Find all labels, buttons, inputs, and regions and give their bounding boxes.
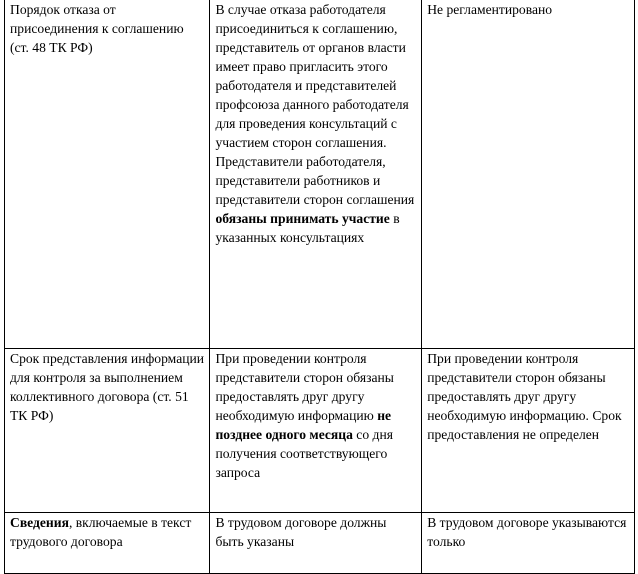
table-cell-topic	[5, 0, 210, 349]
table-cell-new-law	[210, 349, 422, 513]
cell-bold-text: Сведения	[10, 515, 69, 530]
table-cell-new-law	[210, 513, 422, 574]
cell-text: В трудовом договоре должны быть указаны	[215, 515, 387, 549]
cell-text: , включаемые в текст трудового договора	[10, 515, 192, 549]
cell-bold-text: не позднее одного месяца	[215, 408, 392, 442]
table-cell-topic	[5, 349, 210, 513]
table-row	[5, 0, 635, 349]
table-cell-old-law	[422, 513, 635, 574]
topic-text: Порядок отказа от присоединения к соглашению (ст. 48 ТК РФ)	[10, 2, 184, 55]
cell-text: При проведении контроля представители сторон обязаны предоставлять друг другу необходимую информацию. Срок предоставления не определен	[427, 351, 622, 442]
cell-text: Не регламентировано	[427, 2, 553, 17]
cell-text: со дня получения соответствующего запроса	[215, 427, 393, 480]
table-row	[5, 513, 635, 574]
table-cell-new-law	[210, 0, 422, 349]
cell-text: В трудовом договоре указываются только	[427, 515, 627, 549]
cell-text: в указанных консультациях	[215, 211, 400, 245]
cell-bold-text: обязаны принимать участие	[215, 211, 390, 226]
table-cell-topic	[5, 513, 210, 574]
table-row	[5, 349, 635, 513]
comparison-table	[4, 0, 635, 574]
cell-text: При проведении контроля представители сторон обязаны предоставлять друг другу необходимую информацию	[215, 351, 394, 423]
table-cell-old-law	[422, 349, 635, 513]
table-cell-old-law	[422, 0, 635, 349]
topic-text: Срок представления информации для контроля за выполнением коллективного договора (ст. 51 ТК РФ)	[10, 351, 205, 423]
cell-text: В случае отказа работодателя присоединиться к соглашению, представитель от органов власти имеет право пригласить этого работодателя и представителей профсоюза данного работодателя для проведения консультаций с участием сторон соглашения. Представители работодателя, представители работников и представители сторон соглашения	[215, 2, 415, 207]
